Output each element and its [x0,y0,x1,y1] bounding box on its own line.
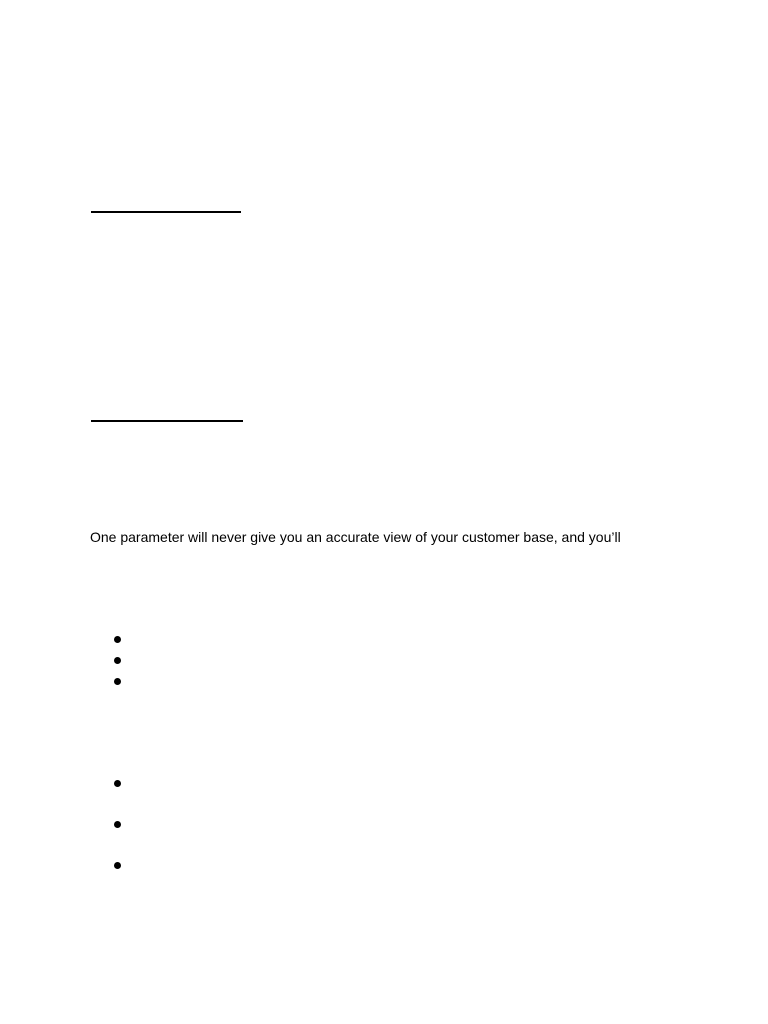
underline-rule-2 [91,420,243,422]
bullet-icon [114,636,121,643]
bullet-icon [114,657,121,664]
underline-rule-1 [91,211,241,213]
bullet-icon [114,821,121,828]
body-paragraph: One parameter will never give you an accurate view of your customer base, and you’ll [90,529,621,545]
bullet-icon [114,678,121,685]
bullet-icon [114,862,121,869]
bullet-icon [114,780,121,787]
